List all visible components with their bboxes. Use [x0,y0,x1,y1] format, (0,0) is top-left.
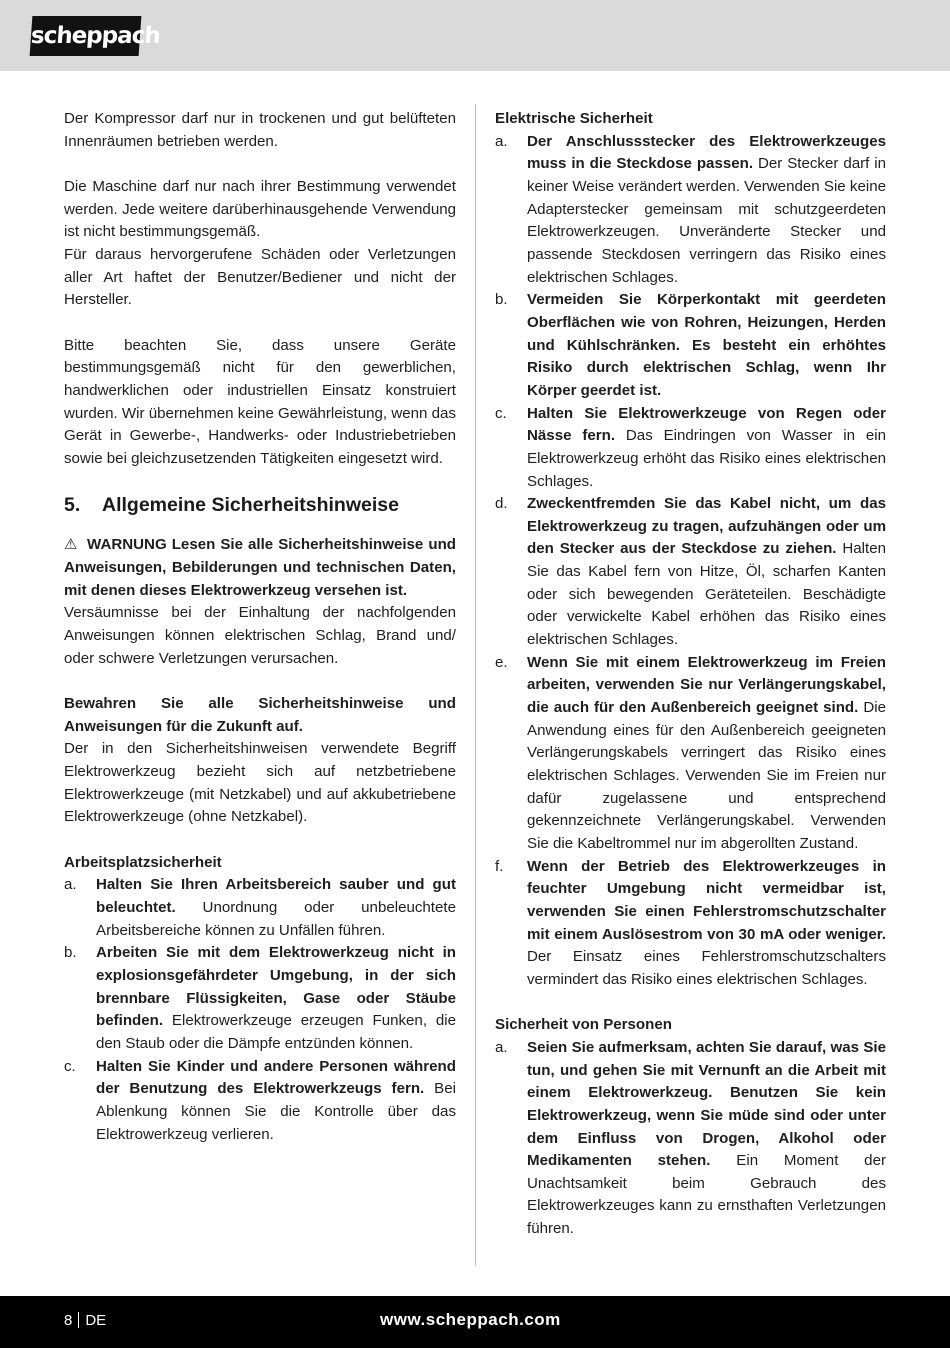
electrical-heading: Elektrische Sicherheit [495,110,653,127]
list-item: a. Seien Sie aufmerksam, achten Sie darauf, was Sie tun, und gehen Sie mit Vernunft an die Arbeit mit einem Elektrowerkzeug. Benutzen Sie kein Elektrowerkzeug, wenn Sie müde sind oder unter dem Einfluss von Drogen, Alkohol oder Medikamenten stehen. Ein Moment der Unachtsamkeit beim Gebrauch des Elektrowerkzeuges kann zu ernsthaften Verletzungen führen. [495,1038,886,1238]
website-link[interactable]: www.scheppach.com [380,1310,561,1329]
section-heading [64,492,456,518]
paragraph-intended-use: Die Maschine darf nur nach ihrer Bestimmung verwendet werden. Jede weitere darüberhinausgehende Verwendung ist nicht bestimmungsgemäß. [64,177,456,241]
right-column [495,108,886,1241]
language-code: DE [85,1312,107,1329]
keep-instructions: Bewahren Sie alle Sicherheitshinweise und Anweisungen für die Zukunft auf. [64,695,456,735]
page-indicator [64,1310,106,1332]
workplace-heading: Arbeitsplatzsicherheit [64,853,222,871]
list-item: c. Halten Sie Elektrowerkzeuge von Regen oder Nässe fern. Das Eindringen von Wasser in ein Elektrowerkzeug erhöht das Risiko eines elektrischen Schlages. [495,404,886,490]
paragraph-dry-rooms: Der Kompressor darf nur in trockenen und gut belüfteten Innenräumen betrieben werden. [64,110,456,150]
page-number: 8 [64,1312,73,1329]
warning-block [64,534,456,602]
separator [78,1312,79,1328]
column-divider [475,104,476,1266]
section-title: Allgemeine Sicherheitshinweise [102,494,399,517]
list-item: b. Vermeiden Sie Körperkontakt mit geerdeten Oberflächen wie von Rohren, Heizungen, Herden und Kühlschränken. Es besteht ein erhöhtes Risiko durch elektrischen Schlag, wenn Ihr Körper geerdet ist. [495,291,886,399]
section-number: 5. [64,494,81,517]
list-item: b. Arbeiten Sie mit dem Elektrowerkzeug nicht in explosionsgefährdeter Umgebung, in der sich brennbare Flüssigkeiten, Gase oder Stäube befinden. Elektrowerkzeuge erzeugen Funken, die den Staub oder die Dämpfe entzünden können. [64,944,456,1052]
scheppach-logo: scheppach [30,16,142,56]
persons-heading: Sicherheit von Personen [495,1016,672,1034]
warning-triangle-icon: ⚠ [64,536,78,554]
list-item: a. Der Anschlussstecker des Elektrowerkzeuges muss in die Steckdose passen. Der Stecker darf in keiner Weise verändert werden. Verwenden Sie keine Adapterstecker gemeinsam mit schutzgeerdeten Elektrowerkzeugen. Unveränderte Stecker und passende Steckdosen verringern das Risiko eines elektrischen Schlages. [495,132,886,286]
list-item: d. Zweckentfremden Sie das Kabel nicht, um das Elektrowerkzeug zu tragen, aufzuhängen oder um den Stecker aus der Steckdose zu ziehen. Halten Sie das Kabel fern von Hitze, Öl, scharfen Kanten oder sich bewegenden Geräteteilen. Beschädigte oder verwickelte Kabel erhöhen das Risiko eines elektrischen Schlages. [495,495,886,649]
definition-paragraph: Der in den Sicherheitshinweisen verwendete Begriff Elektrowerkzeug bezieht sich auf netzbetriebene Elektrowerkzeuge (mit Netzkabel) und auf akkubetriebene Elektrowerkzeuge (ohne Netzkabel). [64,740,456,826]
paragraph-liability: Für daraus hervorgerufene Schäden oder Verletzungen aller Art haftet der Benutzer/Bediener und nicht der Hersteller. [64,245,456,309]
page-footer [0,1296,950,1348]
list-item: c. Halten Sie Kinder und andere Personen während der Benutzung des Elektrowerkzeugs fern. Bei Ablenkung können Sie die Kontrolle über das Elektrowerkzeug verlieren. [64,1057,456,1143]
list-item: a. Halten Sie Ihren Arbeitsbereich sauber und gut beleuchtet. Unordnung oder unbeleuchtete Arbeitsbereiche können zu Unfällen führen. [64,876,456,939]
paragraph-commercial-use: Bitte beachten Sie, dass unsere Geräte bestimmungsgemäß nicht für den gewerblichen, handwerklichen oder industriellen Einsatz konstruiert wurden. Wir übernehmen keine Gewährleistung, wenn das Gerät in Gewerbe-, Handwerks- oder Industriebetrieben sowie bei gleichzusetzenden Tätigkeiten eingesetzt wird. [64,336,456,467]
left-column [64,108,456,1146]
list-item: e. Wenn Sie mit einem Elektrowerkzeug im Freien arbeiten, verwenden Sie nur Verlängerungskabel, die auch für den Außenbereich geeignet sind. Die Anwendung eines für den Außenbereich geeigneten Verlängerungskabels verringert das Risiko eines elektrischen Schlages. Verwenden Sie im Freien nur dafür zugelassene und entsprechend gekennzeichnete Verlängerungskabel. Verwenden Sie die Kabeltrommel nur im abgerollten Zustand. [495,653,886,852]
list-item: f. Wenn der Betrieb des Elektrowerkzeuges in feuchter Umgebung nicht vermeidbar ist, verwenden Sie einen Fehlerstromschutzschalter mit einem Auslösestrom von 30 mA oder weniger. Der Einsatz eines Fehlerstromschutzschalters vermindert das Risiko eines elektrischen Schlages. [495,857,886,988]
page-header [0,0,950,71]
warning-consequences: Versäumnisse bei der Einhaltung der nachfolgenden Anweisungen können elektrischen Schlag, Brand und/ oder schwere Verletzungen verursachen. [64,604,456,667]
warning-bold-text: WARNUNG Lesen Sie alle Sicherheitshinweise und Anweisungen, Bebilderungen und technischen Daten, mit denen dieses Elektrowerkzeug versehen ist. [64,536,457,599]
